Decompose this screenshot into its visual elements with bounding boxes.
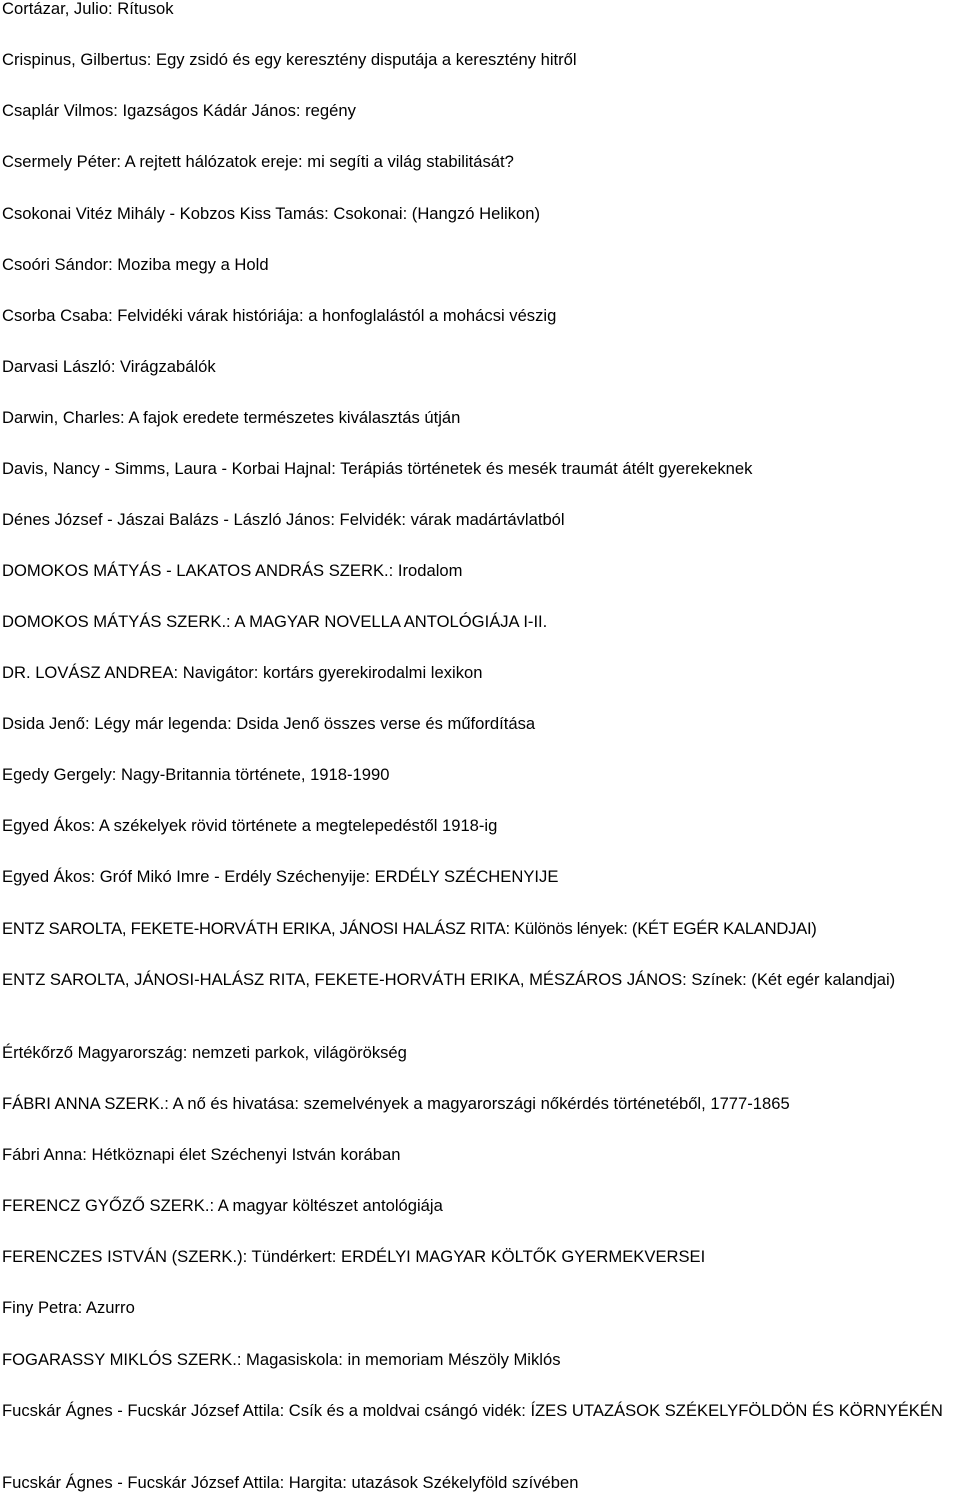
book-entry: Csorba Csaba: Felvidéki várak históriája: a honfoglalástól a mohácsi vészig <box>2 306 557 325</box>
book-entry: Fucskár Ágnes - Fucskár József Attila: Csík és a moldvai csángó vidék: ÍZES UTAZÁSOK SZÉKELYFÖLDÖN ÉS KÖRNYÉKÉN <box>2 1401 943 1420</box>
book-entry: Egyed Ákos: A székelyek rövid története a megtelepedéstől 1918-ig <box>2 816 498 835</box>
book-entry: Darvasi László: Virágzabálók <box>2 357 216 376</box>
book-entry: Csermely Péter: A rejtett hálózatok ereje: mi segíti a világ stabilitását? <box>2 152 514 171</box>
book-entry: DOMOKOS MÁTYÁS - LAKATOS ANDRÁS SZERK.: Irodalom <box>2 561 463 580</box>
book-entry: Cortázar, Julio: Rítusok <box>2 0 174 18</box>
book-entry: Csoóri Sándor: Moziba megy a Hold <box>2 255 269 274</box>
book-entry: FERENCZ GYŐZŐ SZERK.: A magyar költészet antológiája <box>2 1196 443 1215</box>
book-entry: Davis, Nancy - Simms, Laura - Korbai Hajnal: Terápiás történetek és mesék traumát átélt gyerekeknek <box>2 459 753 478</box>
book-entry: FOGARASSY MIKLÓS SZERK.: Magasiskola: in memoriam Mészöly Miklós <box>2 1350 561 1369</box>
book-entry: Csokonai Vitéz Mihály - Kobzos Kiss Tamás: Csokonai: (Hangzó Helikon) <box>2 204 540 223</box>
book-entry: Finy Petra: Azurro <box>2 1298 135 1317</box>
book-entry: Dénes József - Jászai Balázs - László János: Felvidék: várak madártávlatból <box>2 510 565 529</box>
book-entry: Egyed Ákos: Gróf Mikó Imre - Erdély Széchenyije: ERDÉLY SZÉCHENYIJE <box>2 867 559 886</box>
book-entry: Crispinus, Gilbertus: Egy zsidó és egy keresztény disputája a keresztény hitről <box>2 50 577 69</box>
book-entry: Egedy Gergely: Nagy-Britannia története, 1918-1990 <box>2 765 390 784</box>
book-entry: Darwin, Charles: A fajok eredete természetes kiválasztás útján <box>2 408 461 427</box>
book-entry: DOMOKOS MÁTYÁS SZERK.: A MAGYAR NOVELLA ANTOLÓGIÁJA I-II. <box>2 612 548 631</box>
book-entry: Dsida Jenő: Légy már legenda: Dsida Jenő összes verse és műfordítása <box>2 714 536 733</box>
book-entry: Fucskár Ágnes - Fucskár József Attila: Hargita: utazások Székelyföld szívében <box>2 1473 579 1492</box>
book-entry: FÁBRI ANNA SZERK.: A nő és hivatása: szemelvények a magyarországi nőkérdés történetéből, 1777-1865 <box>2 1094 790 1113</box>
book-entry: Csaplár Vilmos: Igazságos Kádár János: regény <box>2 101 356 120</box>
book-entry: FERENCZES ISTVÁN (SZERK.): Tündérkert: ERDÉLYI MAGYAR KÖLTŐK GYERMEKVERSEI <box>2 1247 706 1266</box>
book-entry: ENTZ SAROLTA, JÁNOSI-HALÁSZ RITA, FEKETE-HORVÁTH ERIKA, MÉSZÁROS JÁNOS: Színek: (Két egér kalandjai) <box>2 970 896 989</box>
book-entry: Fábri Anna: Hétköznapi élet Széchenyi István korában <box>2 1145 401 1164</box>
book-entry: Értékőrző Magyarország: nemzeti parkok, világörökség <box>2 1043 407 1062</box>
book-entry: ENTZ SAROLTA, FEKETE-HORVÁTH ERIKA, JÁNOSI HALÁSZ RITA: Különös lények: (KÉT EGÉR KALANDJAI) <box>2 919 817 938</box>
book-entry: DR. LOVÁSZ ANDREA: Navigátor: kortárs gyerekirodalmi lexikon <box>2 663 483 682</box>
